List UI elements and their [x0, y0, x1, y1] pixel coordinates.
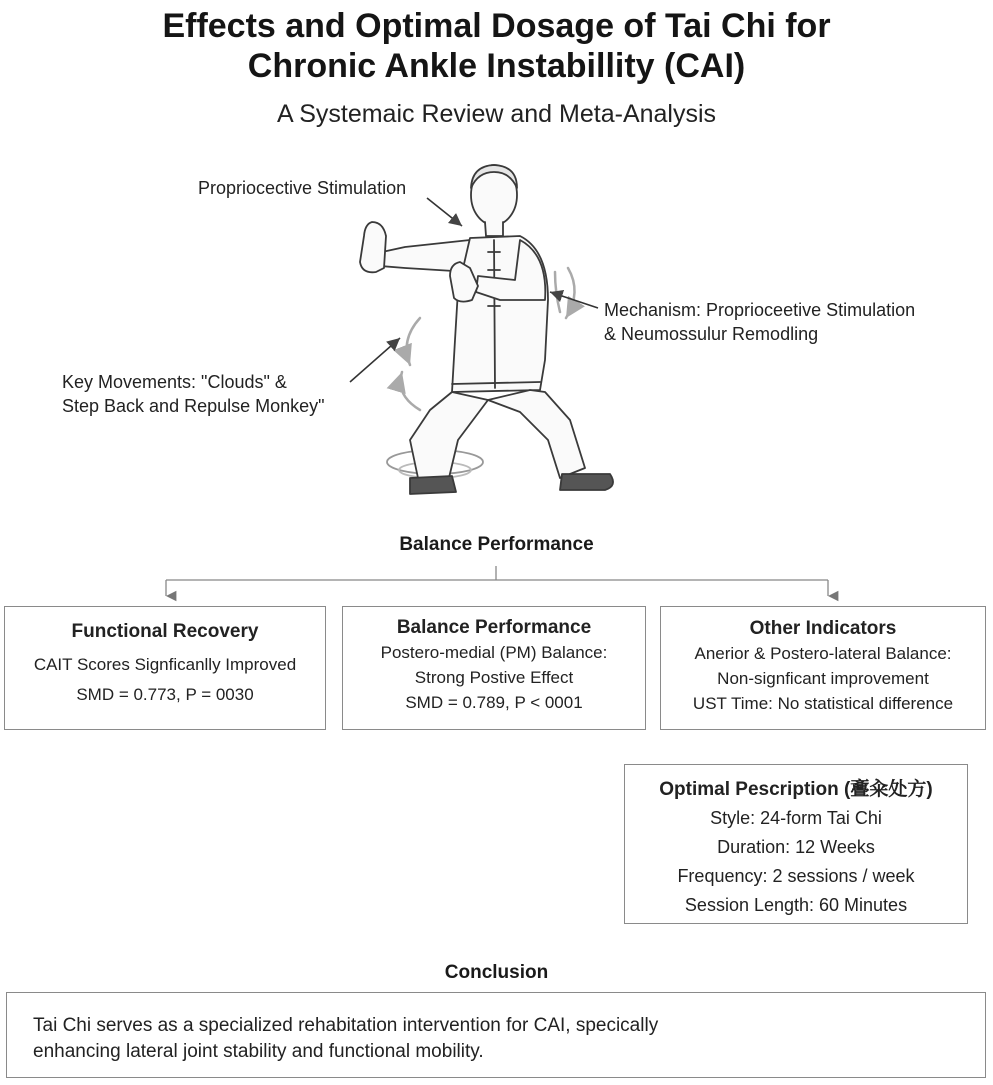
box-other-indicators-line-1: Anerior & Postero-lateral Balance: [694, 644, 952, 663]
box-optimal-prescription-title: Optimal Pescription (斖籴处方) [659, 779, 933, 800]
box-other-indicators-title: Other Indicators [749, 618, 897, 639]
callout-key-movements [62, 370, 325, 418]
box-balance-performance-line-2: Strong Postive Effect [414, 668, 574, 687]
title-line-2: Chronic Ankle Instabillity (CAI) [247, 47, 746, 85]
conclusion-box [6, 992, 986, 1078]
box-functional-recovery-title: Functional Recovery [71, 621, 259, 642]
callout-arrow-left [350, 338, 400, 382]
conclusion-text-line-2: enhancing lateral joint stability and functional mobility. [33, 1041, 484, 1062]
box-optimal-prescription [624, 764, 968, 924]
box-other-indicators-line-2: Non-signficant improvement [717, 669, 929, 688]
callout-key-movements-line-1: Key Movements: "Clouds" & [62, 372, 287, 392]
box-functional-recovery-line-1: CAIT Scores Signficanlly Improved [33, 655, 297, 674]
callout-arrow-top [427, 198, 462, 226]
callout-mechanism-line-1: Mechanism: Proprioceetive Stimulation [604, 300, 916, 320]
prescription-frequency: Frequency: 2 sessions / week [677, 866, 915, 886]
right-leg [488, 390, 585, 478]
callout-mechanism-line-2: & Neumossulur Remodling [604, 324, 819, 344]
left-foot [410, 476, 456, 494]
box-balance-performance [342, 606, 646, 730]
title-line-1: Effects and Optimal Dosage of Tai Chi for [162, 7, 831, 45]
box-functional-recovery [4, 606, 326, 730]
box-balance-performance-line-1: Postero-medial (PM) Balance: [380, 643, 608, 662]
conclusion-heading: Conclusion [444, 962, 549, 983]
left-hand [360, 222, 386, 272]
callout-mechanism [604, 298, 915, 346]
box-balance-performance-line-3: SMD = 0.789, P < 0001 [405, 693, 583, 712]
box-functional-recovery-line-2: SMD = 0.773, P = 0030 [76, 685, 254, 704]
box-other-indicators [660, 606, 986, 730]
prescription-style: Style: 24-form Tai Chi [710, 808, 882, 828]
page-subtitle: A Systemaic Review and Meta-Analysis [276, 100, 717, 128]
callout-proprioceptive-stimulation: Propriocective Stimulation [198, 178, 407, 198]
box-balance-performance-title: Balance Performance [396, 617, 592, 638]
motion-swirl-icon [407, 318, 420, 365]
box-other-indicators-line-3: UST Time: No statistical difference [692, 694, 954, 713]
callout-key-movements-line-2: Step Back and Repulse Monkey" [62, 396, 325, 416]
conclusion-text-line-1: Tai Chi serves as a specialized rehabitation intervention for CAI, specically [33, 1015, 659, 1036]
branch-header: Balance Performance [399, 534, 594, 555]
prescription-session-length: Session Length: 60 Minutes [684, 895, 908, 915]
prescription-duration: Duration: 12 Weeks [717, 837, 875, 857]
right-foot [560, 474, 613, 490]
